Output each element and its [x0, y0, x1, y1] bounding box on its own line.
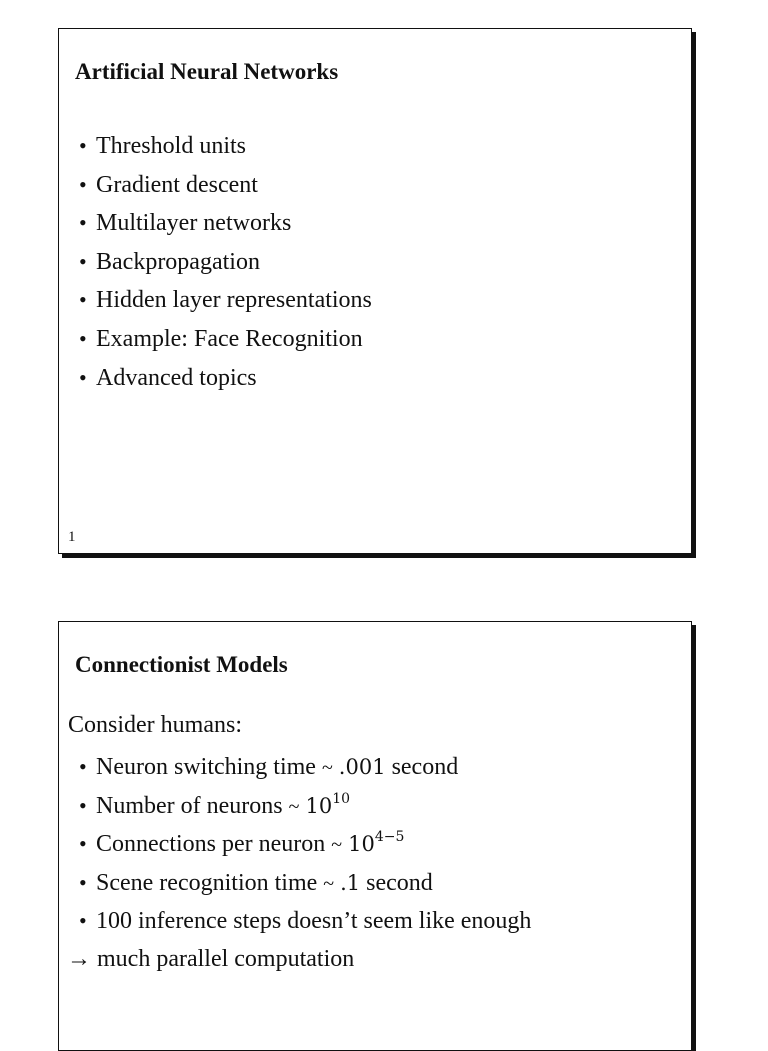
right-arrow-icon: → — [67, 946, 91, 972]
bullet-item-neuron-switching: • Neuron switching time ~ .001 second — [79, 754, 459, 780]
math-exponent: 10 — [332, 790, 351, 807]
bullet-icon: • — [79, 210, 87, 236]
tilde-symbol: ~ — [331, 834, 343, 857]
slide-1-bullet-list — [79, 131, 372, 401]
bullet-item: • Threshold units — [79, 133, 246, 159]
bullet-icon: • — [79, 792, 87, 818]
bullet-icon: • — [79, 754, 87, 779]
bullet-icon: • — [79, 908, 87, 934]
intro-text: Consider humans: — [68, 712, 242, 738]
math-value: .001 — [338, 755, 386, 779]
math-value: .1 — [340, 870, 361, 895]
page-number: 1 — [68, 529, 76, 545]
slide-2-title: Connectionist Models — [75, 652, 288, 677]
bullet-item: • Backpropagation — [79, 248, 260, 275]
conclusion-text: → much parallel computation — [67, 946, 355, 972]
bullet-icon: • — [79, 133, 87, 158]
bullet-icon: • — [79, 287, 87, 313]
tilde-symbol: ~ — [323, 872, 335, 895]
bullet-item-inference-steps: • 100 inference steps doesn’t seem like enough — [79, 908, 532, 935]
math-exponent: 4−5 — [374, 829, 405, 846]
tilde-symbol: ~ — [288, 795, 300, 818]
bullet-icon: • — [79, 325, 87, 351]
slide-2-bullet-list — [79, 752, 531, 945]
bullet-item: • Example: Face Recognition — [79, 325, 363, 352]
math-base: 10 — [348, 832, 375, 857]
tilde-symbol: ~ — [321, 757, 333, 779]
math-base: 10 — [305, 793, 333, 818]
bullet-icon: • — [79, 171, 87, 197]
slide-2 — [58, 621, 692, 1051]
slide-1 — [58, 28, 692, 554]
bullet-icon: • — [79, 248, 87, 274]
bullet-icon: • — [79, 364, 87, 390]
bullet-item-number-of-neurons: • Number of neurons ~ $10^{10}$ — [79, 790, 351, 819]
bullet-item: • Advanced topics — [79, 364, 257, 391]
bullet-item: • Hidden layer representations — [79, 287, 372, 314]
slide-1-title: Artificial Neural Networks — [75, 59, 339, 84]
bullet-icon: • — [79, 869, 87, 895]
bullet-item: • Multilayer networks — [79, 210, 292, 237]
bullet-item: • Gradient descent — [79, 171, 258, 198]
bullet-item-connections: • Connections per neuron ~ $10^{4-5}$ — [79, 829, 405, 858]
bullet-icon: • — [79, 831, 87, 857]
bullet-item-scene-recognition: • Scene recognition time ~ .1 second — [79, 869, 433, 896]
